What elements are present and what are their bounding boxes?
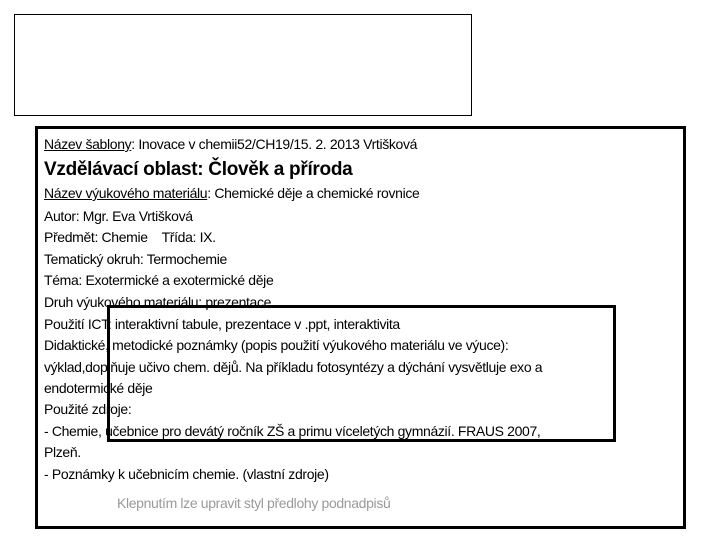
topic-line: Tematický okruh: Termochemie	[44, 251, 227, 267]
author-line: Autor: Mgr. Eva Vrtišková	[44, 208, 193, 224]
didactic-notes-line: Didaktické, metodické poznámky (popis použití výukového materiálu ve výuce):	[44, 337, 509, 353]
source-item-1-cont: Plzeň.	[44, 444, 81, 460]
template-line	[44, 135, 417, 153]
subtitle-placeholder-text: Klepnutím lze upravit styl předlohy podnadpisů	[117, 495, 391, 511]
material-line	[44, 184, 419, 202]
sources-label: Použité zdroje:	[44, 401, 132, 417]
template-value: : Inovace v chemii52/CH19/15. 2. 2013 Vrtišková	[131, 136, 418, 152]
title-placeholder-box[interactable]	[14, 14, 472, 116]
didactic-notes-text-2: endotermické děje	[44, 380, 153, 396]
ict-line: Použití ICT: interaktivní tabule, prezentace v .ppt, interaktivita	[44, 316, 400, 332]
subtitle-placeholder-box[interactable]	[107, 305, 616, 442]
subject-line: Předmět: Chemie Třída: IX.	[44, 229, 216, 245]
page-heading: Vzdělávací oblast: Člověk a příroda	[44, 159, 353, 180]
material-value: : Chemické děje a chemické rovnice	[207, 185, 420, 201]
source-item-2: - Poznámky k učebnicím chemie. (vlastní zdroje)	[44, 466, 329, 482]
template-label: Název šablony	[44, 136, 132, 152]
material-label: Název výukového materiálu	[44, 185, 208, 201]
theme-line: Téma: Exotermické a exotermické děje	[44, 272, 274, 288]
material-type-line: Druh výukového materiálu: prezentace	[44, 294, 272, 310]
source-item-1: - Chemie, učebnice pro devátý ročník ZŠ a primu víceletých gymnázií. FRAUS 2007,	[44, 423, 541, 439]
didactic-notes-text-1: výklad,doplňuje učivo chem. dějů. Na příkladu fotosyntézy a dýchání vysvětluje exo a	[44, 359, 543, 375]
